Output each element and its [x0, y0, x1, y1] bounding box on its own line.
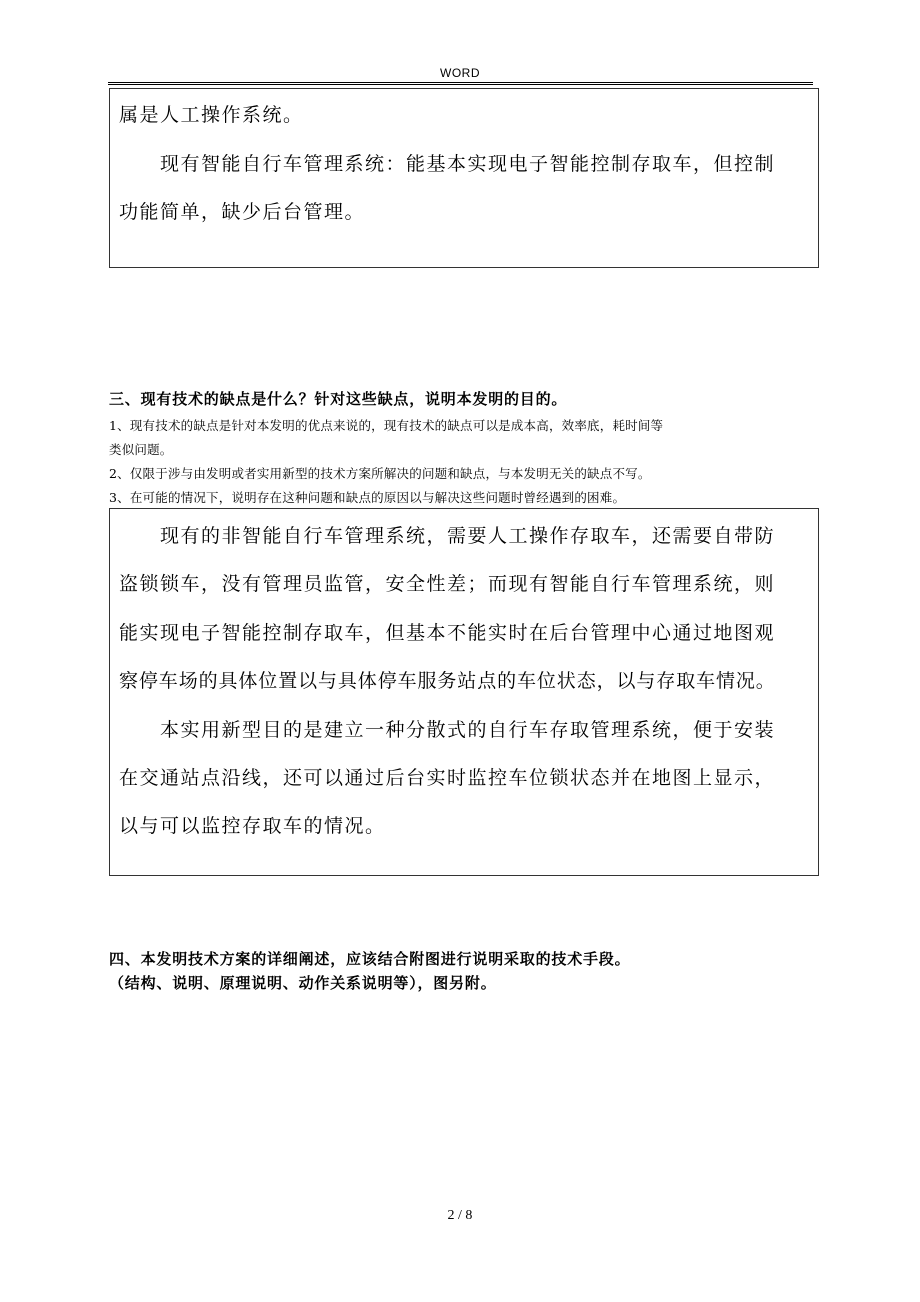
paragraph-line: 能实现电子智能控制存取车，但基本不能实时在后台管理中心通过地图观: [119, 622, 776, 644]
paragraph-line: 属是人工操作系统。: [119, 104, 304, 126]
page-number: 2 / 8: [447, 1208, 473, 1223]
paragraph-line: 现有智能自行车管理系统：能基本实现电子智能控制存取车，但控制: [119, 153, 776, 175]
text-box-shortcomings-purpose: [109, 508, 819, 876]
instruction-note: 2、仅限于涉与由发明或者实用新型的技术方案所解决的问题和缺点，与本发明无关的缺点不写。: [109, 466, 651, 481]
section-4-subheading: （结构、说明、原理说明、动作关系说明等），图另附。: [109, 974, 497, 992]
instruction-note: 3、在可能的情况下，说明存在这种问题和缺点的原因以与解决这些问题时曾经遇到的困难。: [109, 490, 626, 505]
paragraph-line: 功能简单，缺少后台管理。: [119, 201, 366, 223]
paragraph-line: 盗锁锁车，没有管理员监管，安全性差；而现有智能自行车管理系统，则: [119, 573, 776, 595]
paragraph-line: 在交通站点沿线，还可以通过后台实时监控车位锁状态并在地图上显示，: [119, 767, 776, 789]
instruction-note: 类似问题。: [109, 442, 173, 457]
paragraph-line: 现有的非智能自行车管理系统，需要人工操作存取车，还需要自带防: [119, 525, 776, 547]
paragraph-line: 以与可以监控存取车的情况。: [119, 815, 386, 837]
section-3-heading: 三、现有技术的缺点是什么？针对这些缺点，说明本发明的目的。: [109, 390, 568, 408]
paragraph-line: 本实用新型目的是建立一种分散式的自行车存取管理系统，便于安装: [119, 719, 776, 741]
page-header: WORD: [440, 66, 480, 80]
instruction-note: 1、现有技术的缺点是针对本发明的优点来说的，现有技术的缺点可以是成本高，效率底，耗时间等: [109, 418, 664, 433]
section-4-heading: 四、本发明技术方案的详细阐述，应该结合附图进行说明采取的技术手段。: [109, 950, 631, 968]
text-box-existing-systems: [109, 88, 819, 268]
header-divider: [108, 82, 813, 85]
paragraph-line: 察停车场的具体位置以与具体停车服务站点的车位状态，以与存取车情况。: [119, 670, 776, 692]
